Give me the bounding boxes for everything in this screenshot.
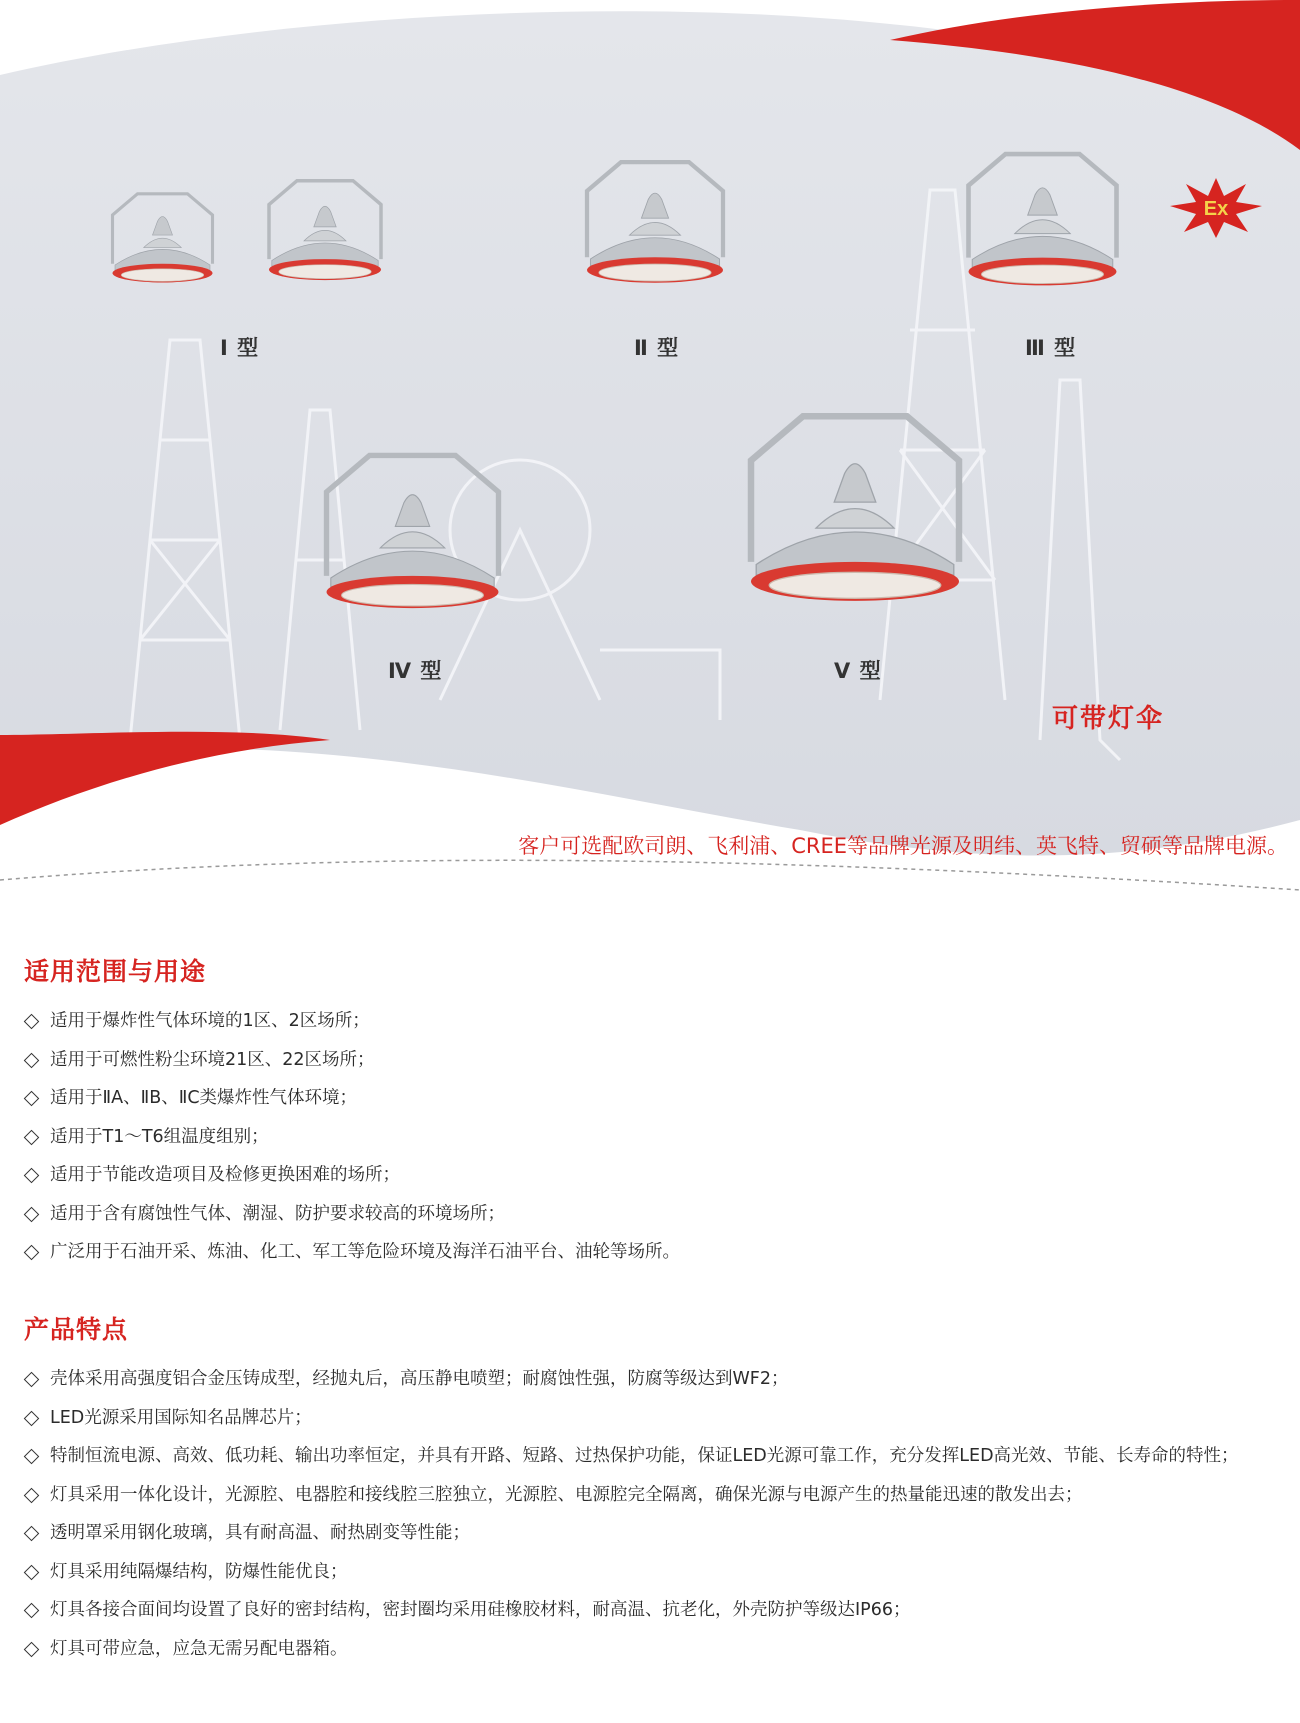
usage-item (24, 1002, 1300, 1041)
feature-item-text: 透明罩采用钢化玻璃，具有耐高温、耐热剧变等性能； (50, 1523, 470, 1543)
diamond-bullet-icon (24, 1014, 40, 1030)
usage-item-text: 适用于T1～T6组温度组别； (50, 1126, 269, 1147)
type-label-1: Ⅰ 型 (220, 336, 260, 360)
diamond-bullet-icon (24, 1410, 40, 1426)
diamond-bullet-icon (24, 1091, 40, 1107)
feature-item-text: 灯具采用一体化设计，光源腔、电器腔和接线腔三腔独立，光源腔、电源腔完全隔离，确保光源与电源产生的热量能迅速的散发出去； (50, 1484, 1083, 1505)
diamond-bullet-icon (24, 1206, 40, 1222)
usage-item (24, 1041, 1300, 1080)
ex-badge-text: Ex (1203, 198, 1229, 220)
features-section (0, 1310, 1300, 1668)
feature-item (24, 1630, 1300, 1669)
usage-list (0, 1002, 1300, 1272)
diamond-bullet-icon (24, 1603, 40, 1619)
type-label-5: Ⅴ 型 (834, 659, 882, 683)
usage-item-text: 适用于节能改造项目及检修更换困难的场所； (50, 1165, 400, 1185)
feature-item (24, 1514, 1300, 1553)
feature-item-text: 灯具可带应急，应急无需另配电器箱。 (50, 1638, 348, 1659)
feature-item (24, 1399, 1300, 1438)
usage-item (24, 1079, 1300, 1118)
usage-item (24, 1233, 1300, 1272)
lamp-type-4 (305, 435, 520, 635)
usage-title: 适用范围与用途 (24, 957, 207, 986)
usage-item (24, 1195, 1300, 1234)
diamond-bullet-icon (24, 1641, 40, 1657)
dashed-divider (0, 860, 1300, 890)
usage-item-text: 适用于爆炸性气体环境的1区、2区场所； (50, 1011, 370, 1031)
diamond-bullet-icon (24, 1372, 40, 1388)
lamp-type-2 (570, 145, 740, 305)
diamond-bullet-icon (24, 1487, 40, 1503)
feature-item-text: LED光源采用国际知名品牌芯片； (50, 1407, 312, 1428)
usage-item-text: 适用于可燃性粉尘环境21区、22区场所； (50, 1049, 375, 1070)
feature-item (24, 1476, 1300, 1515)
usage-item (24, 1156, 1300, 1195)
feature-item-text: 特制恒流电源、高效、低功耗、输出功率恒定，并具有开路、短路、过热保护功能，保证LED光源可靠工作，充分发挥LED高光效、节能、长寿命的特性； (50, 1446, 1239, 1466)
diamond-bullet-icon (24, 1449, 40, 1465)
diamond-bullet-icon (24, 1526, 40, 1542)
diamond-bullet-icon (24, 1129, 40, 1145)
diamond-bullet-icon (24, 1168, 40, 1184)
features-list (0, 1360, 1300, 1668)
lamp-type-3 (950, 140, 1135, 305)
usage-item-text: 适用于含有腐蚀性气体、潮湿、防护要求较高的环境场所； (50, 1203, 505, 1224)
usage-section (0, 952, 1300, 1272)
type-label-4: Ⅳ 型 (388, 659, 443, 683)
lamp-type-5 (725, 390, 985, 635)
usage-item-text: 适用于ⅡA、ⅡB、ⅡC类爆炸性气体环境； (50, 1088, 358, 1108)
diamond-bullet-icon (24, 1052, 40, 1068)
feature-item (24, 1553, 1300, 1592)
feature-item-text: 灯具采用纯隔爆结构，防爆性能优良； (50, 1561, 348, 1582)
diamond-bullet-icon (24, 1564, 40, 1580)
ex-explosion-proof-badge-icon (1170, 178, 1262, 238)
type-label-2: Ⅱ 型 (634, 336, 680, 360)
feature-item (24, 1437, 1300, 1476)
feature-item (24, 1591, 1300, 1630)
usage-item-text: 广泛用于石油开采、炼油、化工、军工等危险环境及海洋石油平台、油轮等场所。 (50, 1242, 680, 1262)
feature-item-text: 灯具各接合面间均设置了良好的密封结构，密封圈均采用硅橡胶材料，耐高温、抗老化，外壳防护等级达IP66； (50, 1600, 911, 1620)
feature-item (24, 1360, 1300, 1399)
features-title: 产品特点 (24, 1315, 129, 1344)
diamond-bullet-icon (24, 1245, 40, 1261)
umbrella-note: 可带灯伞 (1052, 704, 1165, 734)
feature-item-text: 壳体采用高强度铝合金压铸成型，经抛丸后，高压静电喷塑；耐腐蚀性强，防腐等级达到WF2； (50, 1369, 789, 1389)
type-label-3: Ⅲ 型 (1025, 336, 1077, 360)
usage-item (24, 1118, 1300, 1157)
brand-note: 客户可选配欧司朗、飞利浦、CREE等品牌光源及明纬、英飞特、贸硕等品牌电源。 (518, 834, 1288, 858)
lamp-type-1b (255, 175, 395, 290)
lamp-type-1a (100, 190, 225, 290)
